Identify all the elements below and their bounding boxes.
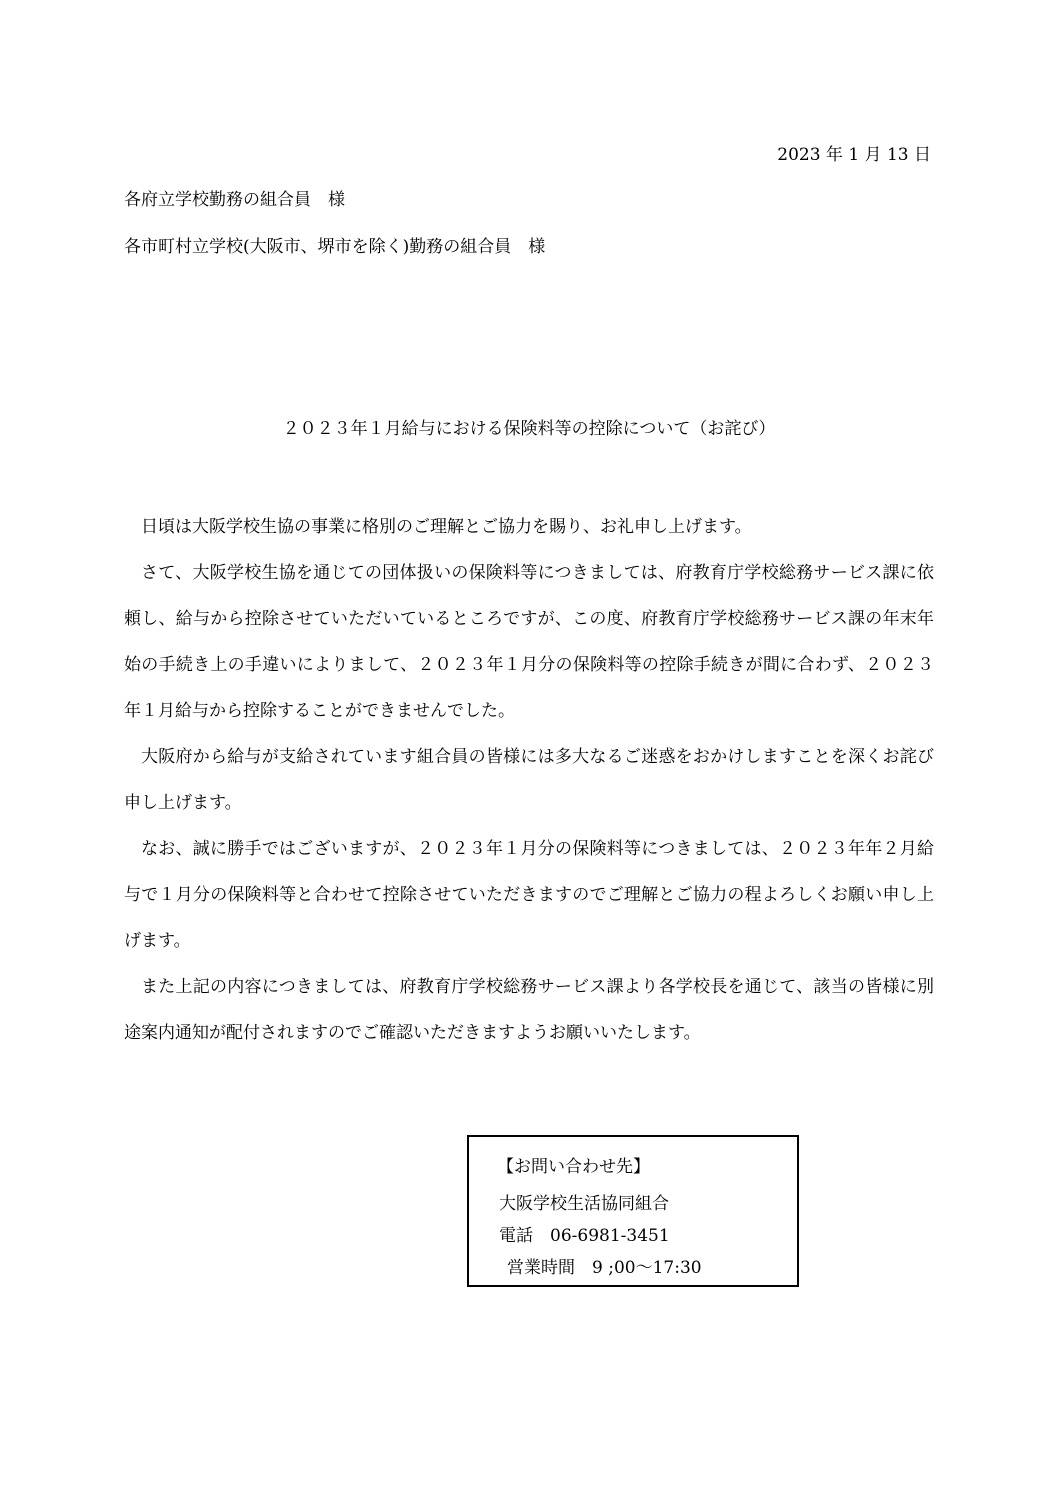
contact-heading: 【お問い合わせ先】 [497, 1157, 650, 1177]
addressee-municipal-schools: 各市町村立学校(大阪市、堺市を除く)勤務の組合員 様 [124, 237, 546, 257]
document-title: ２０２３年１月給与における保険料等の控除について（お詫び） [282, 419, 776, 439]
contact-phone: 電話 06-6981-3451 [499, 1226, 670, 1246]
paragraph-explanation: さて、大阪学校生協を通じての団体扱いの保険料等につきましては、府教育庁学校総務サービス課に依頼し、給与から控除させていただいているところですが、この度、府教育庁学校総務サービス課の年末年始の手続き上の手違いによりまして、２０２３年１月分の保険料等の控除手続きが間に合わず、２０２３年１月給与から控除することができませんでした。 [124, 563, 934, 721]
document-date: 2023 年 1 月 13 日 [777, 145, 931, 165]
contact-organization: 大阪学校生活協同組合 [499, 1194, 669, 1214]
document-body [124, 504, 934, 1056]
addressee-prefectural-schools: 各府立学校勤務の組合員 様 [124, 190, 345, 210]
contact-box [467, 1135, 799, 1287]
contact-business-hours: 営業時間 9 ;00～17:30 [507, 1258, 702, 1278]
paragraph-greeting: 日頃は大阪学校生協の事業に格別のご理解とご協力を賜り、お礼申し上げます。 [141, 517, 752, 537]
paragraph-apology: 大阪府から給与が支給されています組合員の皆様には多大なるご迷惑をおかけしますことを深くお詫び申し上げます。 [124, 747, 934, 813]
paragraph-notice: また上記の内容につきましては、府教育庁学校総務サービス課より各学校長を通じて、該当の皆様に別途案内通知が配付されますのでご確認いただきますようお願いいたします。 [124, 977, 934, 1043]
paragraph-deduction-schedule: なお、誠に勝手ではございますが、２０２３年１月分の保険料等につきましては、２０２３年年２月給与で１月分の保険料等と合わせて控除させていただきますのでご理解とご協力の程よろしくお願い申し上げます。 [124, 839, 934, 951]
